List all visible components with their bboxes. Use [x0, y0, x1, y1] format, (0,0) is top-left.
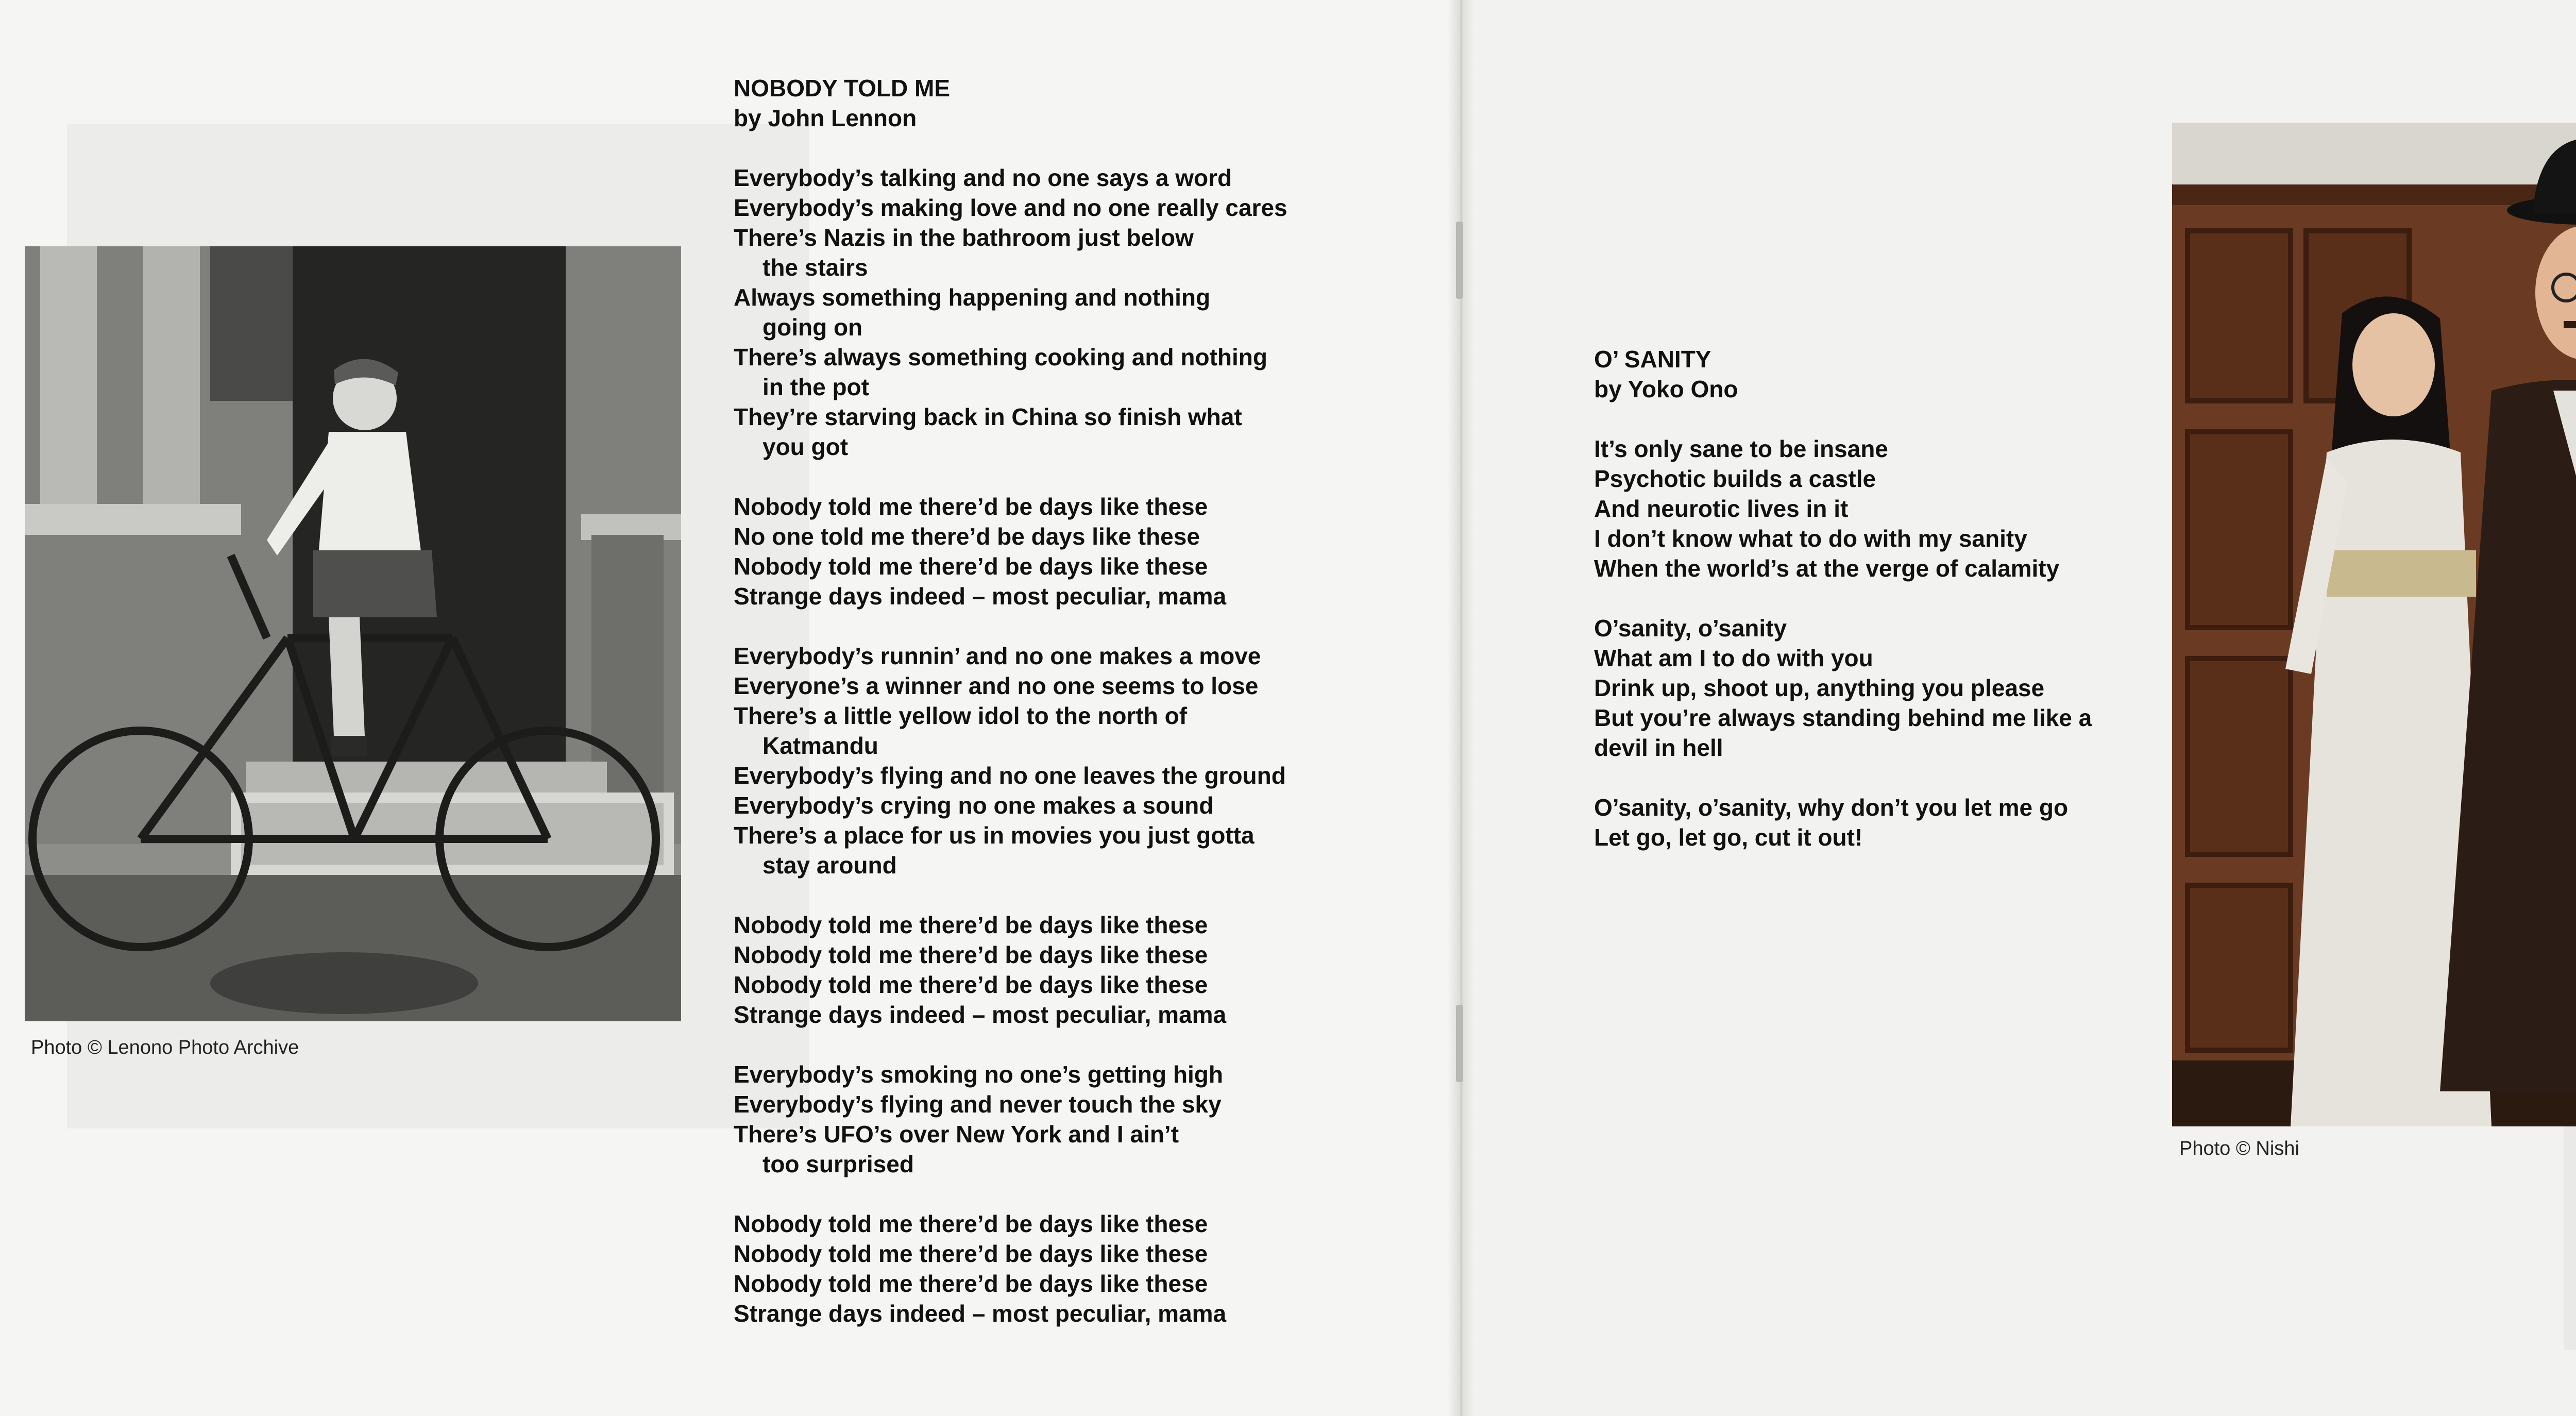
- lyric-stanza: [734, 910, 1414, 1030]
- lyrics-nobody-told-me: [734, 73, 1414, 1328]
- lyric-line: Nobody told me there’d be days like these: [734, 1210, 1208, 1237]
- lyric-line: What am I to do with you: [1594, 645, 1873, 671]
- lyric-line: Everybody’s talking and no one says a word: [734, 164, 1232, 191]
- lyric-line: And neurotic lives in it: [1594, 495, 1849, 522]
- lyric-stanza: [734, 163, 1414, 462]
- song-title: O’ SANITY: [1594, 346, 1711, 373]
- lyric-line: Strange days indeed – most peculiar, mama: [734, 1300, 1227, 1327]
- lyric-line: devil in hell: [1594, 734, 1723, 761]
- lyric-line: There’s always something cooking and nothing: [734, 344, 1267, 370]
- song-author: by John Lennon: [734, 105, 917, 131]
- photo-caption-left: Photo © Lenono Photo Archive: [31, 1037, 299, 1058]
- lyric-stanza: [734, 641, 1414, 880]
- lyric-line: It’s only sane to be insane: [1594, 435, 1888, 462]
- lyric-stanza: [734, 492, 1414, 611]
- staple-top: [1456, 222, 1463, 299]
- lyric-line: in the pot: [762, 374, 869, 400]
- lyric-line: O’sanity, o’sanity: [1594, 615, 1787, 642]
- lyric-line: Katmandu: [762, 732, 878, 759]
- lyric-line: There’s Nazis in the bathroom just below: [734, 224, 1194, 251]
- lyric-stanza: [734, 1059, 1414, 1179]
- lyric-line: Everybody’s crying no one makes a sound: [734, 792, 1214, 819]
- lyric-line: Everybody’s flying and no one leaves the ground: [734, 762, 1286, 789]
- song-title: NOBODY TOLD ME: [734, 75, 950, 102]
- staple-bottom: [1456, 1005, 1463, 1082]
- photo-caption-right: Photo © Nishi: [2179, 1138, 2299, 1159]
- lyric-line: Everyone’s a winner and no one seems to lose: [734, 672, 1259, 699]
- lyric-line: Drink up, shoot up, anything you please: [1594, 675, 2045, 701]
- lyric-stanza: [734, 1209, 1414, 1328]
- lyric-line: No one told me there’d be days like these: [734, 523, 1200, 550]
- lyric-line: When the world’s at the verge of calamity: [1594, 555, 2060, 582]
- photo-boy-on-bicycle: [25, 246, 681, 1021]
- lyric-line: stay around: [762, 852, 897, 879]
- stanza-list: [734, 163, 1414, 1328]
- lyric-line: you got: [762, 433, 849, 460]
- lyric-line: Always something happening and nothing: [734, 284, 1211, 311]
- lyric-line: Nobody told me there’d be days like these: [734, 912, 1208, 938]
- lyric-line: Nobody told me there’d be days like these: [734, 1240, 1208, 1267]
- stanza-list: [1594, 434, 2171, 852]
- lyric-stanza: [1594, 793, 2171, 852]
- lyric-line: There’s a place for us in movies you just gotta: [734, 822, 1255, 849]
- lyric-line: I don’t know what to do with my sanity: [1594, 525, 2027, 552]
- lyric-line: going on: [762, 314, 863, 341]
- lyric-line: Strange days indeed – most peculiar, mama: [734, 583, 1227, 610]
- lyric-line: They’re starving back in China so finish what: [734, 403, 1242, 430]
- lyric-line: Nobody told me there’d be days like these: [734, 971, 1208, 998]
- lyric-line: too surprised: [762, 1151, 914, 1177]
- lyric-line: There’s UFO’s over New York and I ain’t: [734, 1121, 1179, 1148]
- lyric-line: There’s a little yellow idol to the north of: [734, 702, 1188, 729]
- booklet-spine: [1448, 0, 1475, 1416]
- lyric-line: Everybody’s flying and never touch the sky: [734, 1091, 1222, 1118]
- lyric-line: Nobody told me there’d be days like these: [734, 941, 1208, 968]
- lyric-line: Let go, let go, cut it out!: [1594, 824, 1863, 851]
- photo-couple-portrait: [2172, 123, 2576, 1126]
- lyric-line: Nobody told me there’d be days like these: [734, 493, 1208, 520]
- lyric-line: Psychotic builds a castle: [1594, 465, 1876, 492]
- lyric-stanza: [1594, 613, 2171, 763]
- lyric-line: O’sanity, o’sanity, why don’t you let me go: [1594, 794, 2069, 821]
- lyric-line: Everybody’s smoking no one’s getting high: [734, 1061, 1223, 1088]
- lyric-line: But you’re always standing behind me like a: [1594, 704, 2092, 731]
- lyrics-o-sanity: [1594, 344, 2171, 852]
- lyric-line: Everybody’s making love and no one really cares: [734, 194, 1287, 221]
- lyric-line: Strange days indeed – most peculiar, mama: [734, 1001, 1227, 1028]
- lyric-line: Nobody told me there’d be days like these: [734, 553, 1208, 580]
- lyric-line: the stairs: [762, 254, 868, 281]
- lyric-line: Nobody told me there’d be days like these: [734, 1270, 1208, 1297]
- lyric-stanza: [1594, 434, 2171, 583]
- song-author: by Yoko Ono: [1594, 376, 1738, 402]
- lyric-line: Everybody’s runnin’ and no one makes a move: [734, 643, 1261, 669]
